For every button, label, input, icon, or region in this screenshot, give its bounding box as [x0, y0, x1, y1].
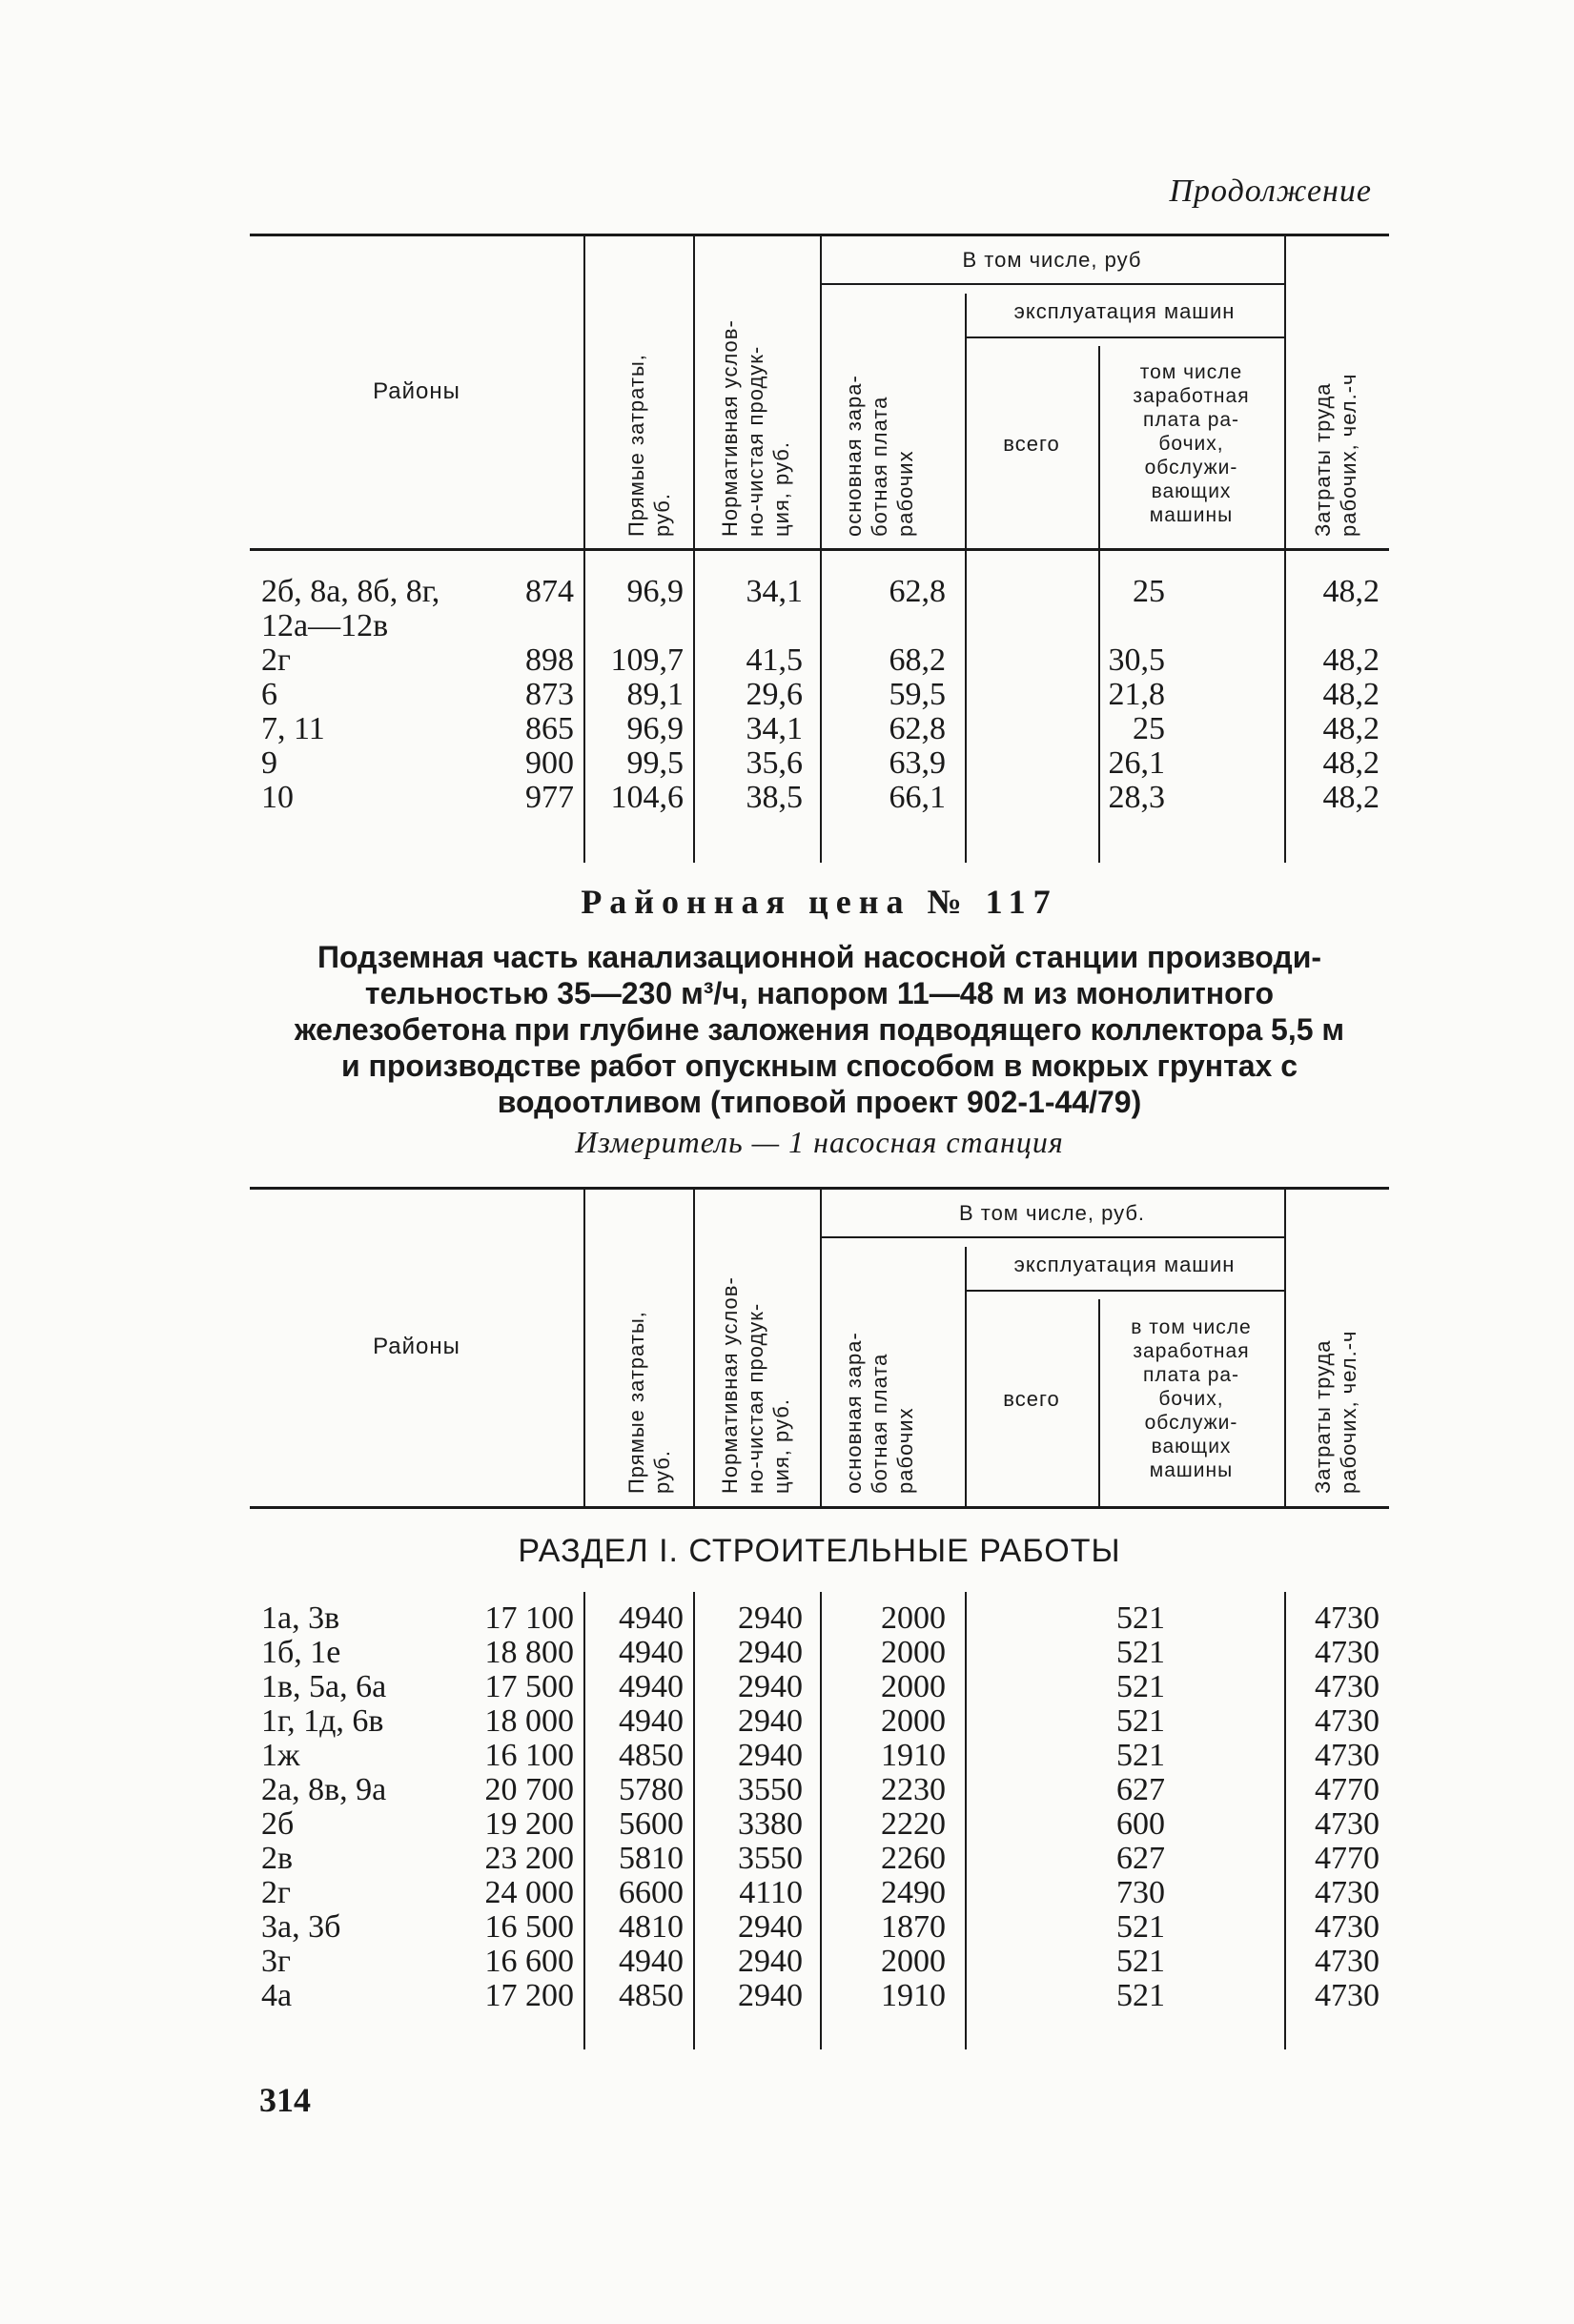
header-labor: Затраты труда рабочих, чел.-ч: [1311, 373, 1360, 537]
cell-total: 62,8: [889, 574, 946, 609]
cell-total: 2000: [881, 1669, 946, 1704]
cell-wage: 29,6: [746, 677, 803, 712]
cell-npc: 4940: [619, 1635, 684, 1670]
measure-unit: Измеритель — 1 насосная станция: [575, 1125, 1064, 1159]
table-row: [250, 1807, 1389, 1842]
cell-mwage: 521: [1116, 1738, 1165, 1773]
price-title: Районная цена № 117: [581, 883, 1058, 921]
cell-wage: 35,6: [746, 745, 803, 781]
cell-labor: 4730: [1315, 1944, 1380, 1979]
cell-wage: 2940: [738, 1978, 803, 2013]
cell-labor: 4730: [1315, 1635, 1380, 1670]
header-net-production: Нормативная услов- но-чистая продук- ция, руб.: [718, 319, 793, 537]
cell-mwage: 627: [1116, 1841, 1165, 1876]
cell-direct: 898: [525, 642, 574, 678]
cell-wage: 41,5: [746, 642, 803, 678]
cell-wage: 2940: [738, 1669, 803, 1704]
table-row: [250, 781, 1389, 815]
cell-total: 1910: [881, 1978, 946, 2013]
cell-district: 2б: [261, 1806, 295, 1842]
cell-wage: 2940: [738, 1635, 803, 1670]
price-description: [250, 939, 1389, 1120]
cell-total: 2490: [881, 1875, 946, 1910]
table-row: [250, 1979, 1389, 2013]
table-2-body-wrap: [250, 1592, 1389, 2049]
table-row: [250, 575, 1389, 609]
table-row: [250, 746, 1389, 781]
cell-mwage: 730: [1116, 1875, 1165, 1910]
table-row: [250, 712, 1389, 746]
cell-npc: 109,7: [610, 642, 684, 678]
header-districts: Районы: [373, 1334, 460, 1359]
cell-direct: 24 000: [484, 1875, 574, 1910]
section-title: РАЗДЕЛ I. СТРОИТЕЛЬНЫЕ РАБОТЫ: [518, 1533, 1121, 1569]
cell-mwage: 28,3: [1108, 780, 1165, 815]
cell-direct: 16 600: [484, 1944, 574, 1979]
cell-mwage: 627: [1116, 1772, 1165, 1807]
header-total: всего: [1003, 1387, 1060, 1411]
header-districts: Районы: [373, 377, 460, 404]
page-number: 314: [259, 2081, 311, 2119]
cell-mwage: 521: [1116, 1978, 1165, 2013]
cell-mwage: 521: [1116, 1669, 1165, 1704]
header-net-production: Нормативная услов- но-чистая продук- ция, руб.: [718, 1276, 793, 1494]
table-row: [250, 1739, 1389, 1773]
cell-district: 2б, 8а, 8б, 8г,: [261, 574, 440, 609]
cell-mwage: 21,8: [1108, 677, 1165, 712]
cell-total: 2000: [881, 1944, 946, 1979]
header-base-wage: основная зара- ботная плата рабочих: [842, 1332, 917, 1494]
table-row: [250, 678, 1389, 712]
cell-labor: 4730: [1315, 1909, 1380, 1945]
cell-npc: 89,1: [626, 677, 684, 712]
cell-labor: 4770: [1315, 1841, 1380, 1876]
cell-direct: 874: [525, 574, 574, 609]
table-row: [250, 1945, 1389, 1979]
cell-wage: 2940: [738, 1944, 803, 1979]
price-desc-line: Подземная часть канализационной насосной станции производи-: [317, 940, 1322, 974]
price-desc-line: и производстве работ опускным способом в мокрых грунтах с: [340, 1049, 1298, 1083]
cell-district: 3а, 3б: [261, 1909, 341, 1945]
cell-wage: 2940: [738, 1909, 803, 1945]
cell-mwage: 26,1: [1108, 745, 1165, 781]
cell-wage: 38,5: [746, 780, 803, 815]
cell-total: 1910: [881, 1738, 946, 1773]
cell-labor: 4730: [1315, 1806, 1380, 1842]
cell-labor: 48,2: [1322, 677, 1380, 712]
cell-mwage: 521: [1116, 1944, 1165, 1979]
table-row: [250, 1670, 1389, 1704]
cell-direct: 16 100: [484, 1738, 574, 1773]
cell-labor: 48,2: [1322, 745, 1380, 781]
cell-mwage: 521: [1116, 1635, 1165, 1670]
table-2-body: [250, 1601, 1389, 2013]
cell-district: 2а, 8в, 9а: [261, 1772, 387, 1807]
cell-district: 6: [261, 677, 277, 712]
cell-direct: 977: [525, 780, 574, 815]
cell-npc: 104,6: [610, 780, 684, 815]
price-desc-line: водоотливом (типовой проект 902-1-44/79): [497, 1085, 1142, 1119]
cell-npc: 5600: [619, 1806, 684, 1842]
cell-district: 7, 11: [261, 711, 325, 746]
cell-total: 62,8: [889, 711, 946, 746]
cell-wage: 2940: [738, 1600, 803, 1636]
price-desc-line: тельностью 35—230 м³/ч, напором 11—48 м из монолитного: [364, 976, 1275, 1010]
cell-district: 4а: [261, 1978, 293, 2013]
cell-wage: 3550: [738, 1772, 803, 1807]
price-desc-line: железобетона при глубине заложения подводящего коллектора 5,5 м: [294, 1012, 1345, 1047]
cell-district: 1г, 1д, 6в: [261, 1703, 384, 1739]
cell-labor: 48,2: [1322, 642, 1380, 678]
cell-district: 9: [261, 745, 277, 781]
cell-total: 66,1: [889, 780, 946, 815]
header-total: всего: [1003, 431, 1060, 456]
cell-district: 2г: [261, 1875, 291, 1910]
cell-total: 63,9: [889, 745, 946, 781]
cell-labor: 4730: [1315, 1669, 1380, 1704]
cell-total: 2000: [881, 1600, 946, 1636]
cell-direct: 18 800: [484, 1635, 574, 1670]
cell-labor: 4730: [1315, 1978, 1380, 2013]
cell-npc: 96,9: [626, 574, 684, 609]
header-machine-ops: эксплуатация машин: [1013, 298, 1236, 323]
cell-wage: 3550: [738, 1841, 803, 1876]
header-incl-wage: том числе заработная плата ра- бочих, обслужи- вающих машины: [1133, 360, 1250, 526]
cell-mwage: 521: [1116, 1703, 1165, 1739]
cell-direct: 17 500: [484, 1669, 574, 1704]
table-row: [250, 643, 1389, 678]
header-direct-costs: Прямые затраты, руб.: [624, 1311, 674, 1494]
cell-total: 68,2: [889, 642, 946, 678]
table-row: [250, 1876, 1389, 1910]
table-1-body: [250, 575, 1389, 815]
header-including: В том числе, руб.: [958, 1200, 1146, 1225]
cell-labor: 4730: [1315, 1875, 1380, 1910]
cell-direct: 23 200: [484, 1841, 574, 1876]
cell-labor: 4730: [1315, 1703, 1380, 1739]
cell-labor: 4730: [1315, 1738, 1380, 1773]
cell-direct: 900: [525, 745, 574, 781]
cell-district: 12а—12в: [261, 608, 389, 643]
table-row: [250, 1636, 1389, 1670]
cell-mwage: 30,5: [1108, 642, 1165, 678]
cell-direct: 16 500: [484, 1909, 574, 1945]
cell-npc: 4940: [619, 1600, 684, 1636]
header-labor: Затраты труда рабочих, чел.-ч: [1311, 1330, 1360, 1494]
cell-district: 1в, 5а, 6а: [261, 1669, 387, 1704]
cell-npc: 6600: [619, 1875, 684, 1910]
cell-mwage: 521: [1116, 1909, 1165, 1945]
header-base-wage: основная зара- ботная плата рабочих: [842, 375, 917, 537]
cell-npc: 4940: [619, 1703, 684, 1739]
cell-total: 59,5: [889, 677, 946, 712]
cell-npc: 4940: [619, 1669, 684, 1704]
cell-labor: 48,2: [1322, 711, 1380, 746]
table-row: [250, 1773, 1389, 1807]
cell-npc: 5810: [619, 1841, 684, 1876]
cell-mwage: 600: [1116, 1806, 1165, 1842]
table-1: [250, 234, 1389, 863]
cell-wage: 3380: [738, 1806, 803, 1842]
cell-district: 10: [261, 780, 294, 815]
cell-npc: 4850: [619, 1738, 684, 1773]
cell-npc: 4940: [619, 1944, 684, 1979]
cell-npc: 5780: [619, 1772, 684, 1807]
cell-district: 1а, 3в: [261, 1600, 340, 1636]
cell-total: 2230: [881, 1772, 946, 1807]
cell-wage: 4110: [739, 1875, 803, 1910]
cell-direct: 865: [525, 711, 574, 746]
header-machine-ops: эксплуатация машин: [1013, 1252, 1236, 1276]
header-including: В том числе, руб: [962, 247, 1142, 272]
cell-mwage: 521: [1116, 1600, 1165, 1636]
cell-wage: 34,1: [746, 711, 803, 746]
cell-labor: 48,2: [1322, 780, 1380, 815]
cell-direct: 20 700: [484, 1772, 574, 1807]
table-row: [250, 1910, 1389, 1945]
cell-direct: 18 000: [484, 1703, 574, 1739]
cell-mwage: 25: [1133, 574, 1165, 609]
cell-direct: 19 200: [484, 1806, 574, 1842]
cell-district: 2в: [261, 1841, 294, 1876]
cell-mwage: 25: [1133, 711, 1165, 746]
cell-wage: 2940: [738, 1703, 803, 1739]
cell-district: 3г: [261, 1944, 291, 1979]
cell-direct: 17 200: [484, 1978, 574, 2013]
cell-npc: 4810: [619, 1909, 684, 1945]
table-row: [250, 609, 1389, 643]
table-row: [250, 1601, 1389, 1636]
cell-wage: 34,1: [746, 574, 803, 609]
cell-district: 1ж: [261, 1738, 300, 1773]
cell-total: 1870: [881, 1909, 946, 1945]
cell-direct: 17 100: [484, 1600, 574, 1636]
cell-total: 2220: [881, 1806, 946, 1842]
cell-npc: 99,5: [626, 745, 684, 781]
cell-total: 2000: [881, 1703, 946, 1739]
cell-labor: 4730: [1315, 1600, 1380, 1636]
cell-npc: 4850: [619, 1978, 684, 2013]
cell-total: 2000: [881, 1635, 946, 1670]
table-2-header: [250, 1187, 1389, 1511]
header-incl-wage: в том числе заработная плата ра- бочих, обслужи- вающих машины: [1131, 1316, 1252, 1481]
table-row: [250, 1842, 1389, 1876]
cell-district: 1б, 1е: [261, 1635, 341, 1670]
cell-labor: 48,2: [1322, 574, 1380, 609]
cell-npc: 96,9: [626, 711, 684, 746]
cell-district: 2г: [261, 642, 291, 678]
cell-wage: 2940: [738, 1738, 803, 1773]
table-row: [250, 1704, 1389, 1739]
cell-direct: 873: [525, 677, 574, 712]
header-direct-costs: Прямые затраты, руб.: [624, 354, 674, 537]
continuation-label: Продолжение: [1169, 173, 1372, 209]
cell-total: 2260: [881, 1841, 946, 1876]
cell-labor: 4770: [1315, 1772, 1380, 1807]
